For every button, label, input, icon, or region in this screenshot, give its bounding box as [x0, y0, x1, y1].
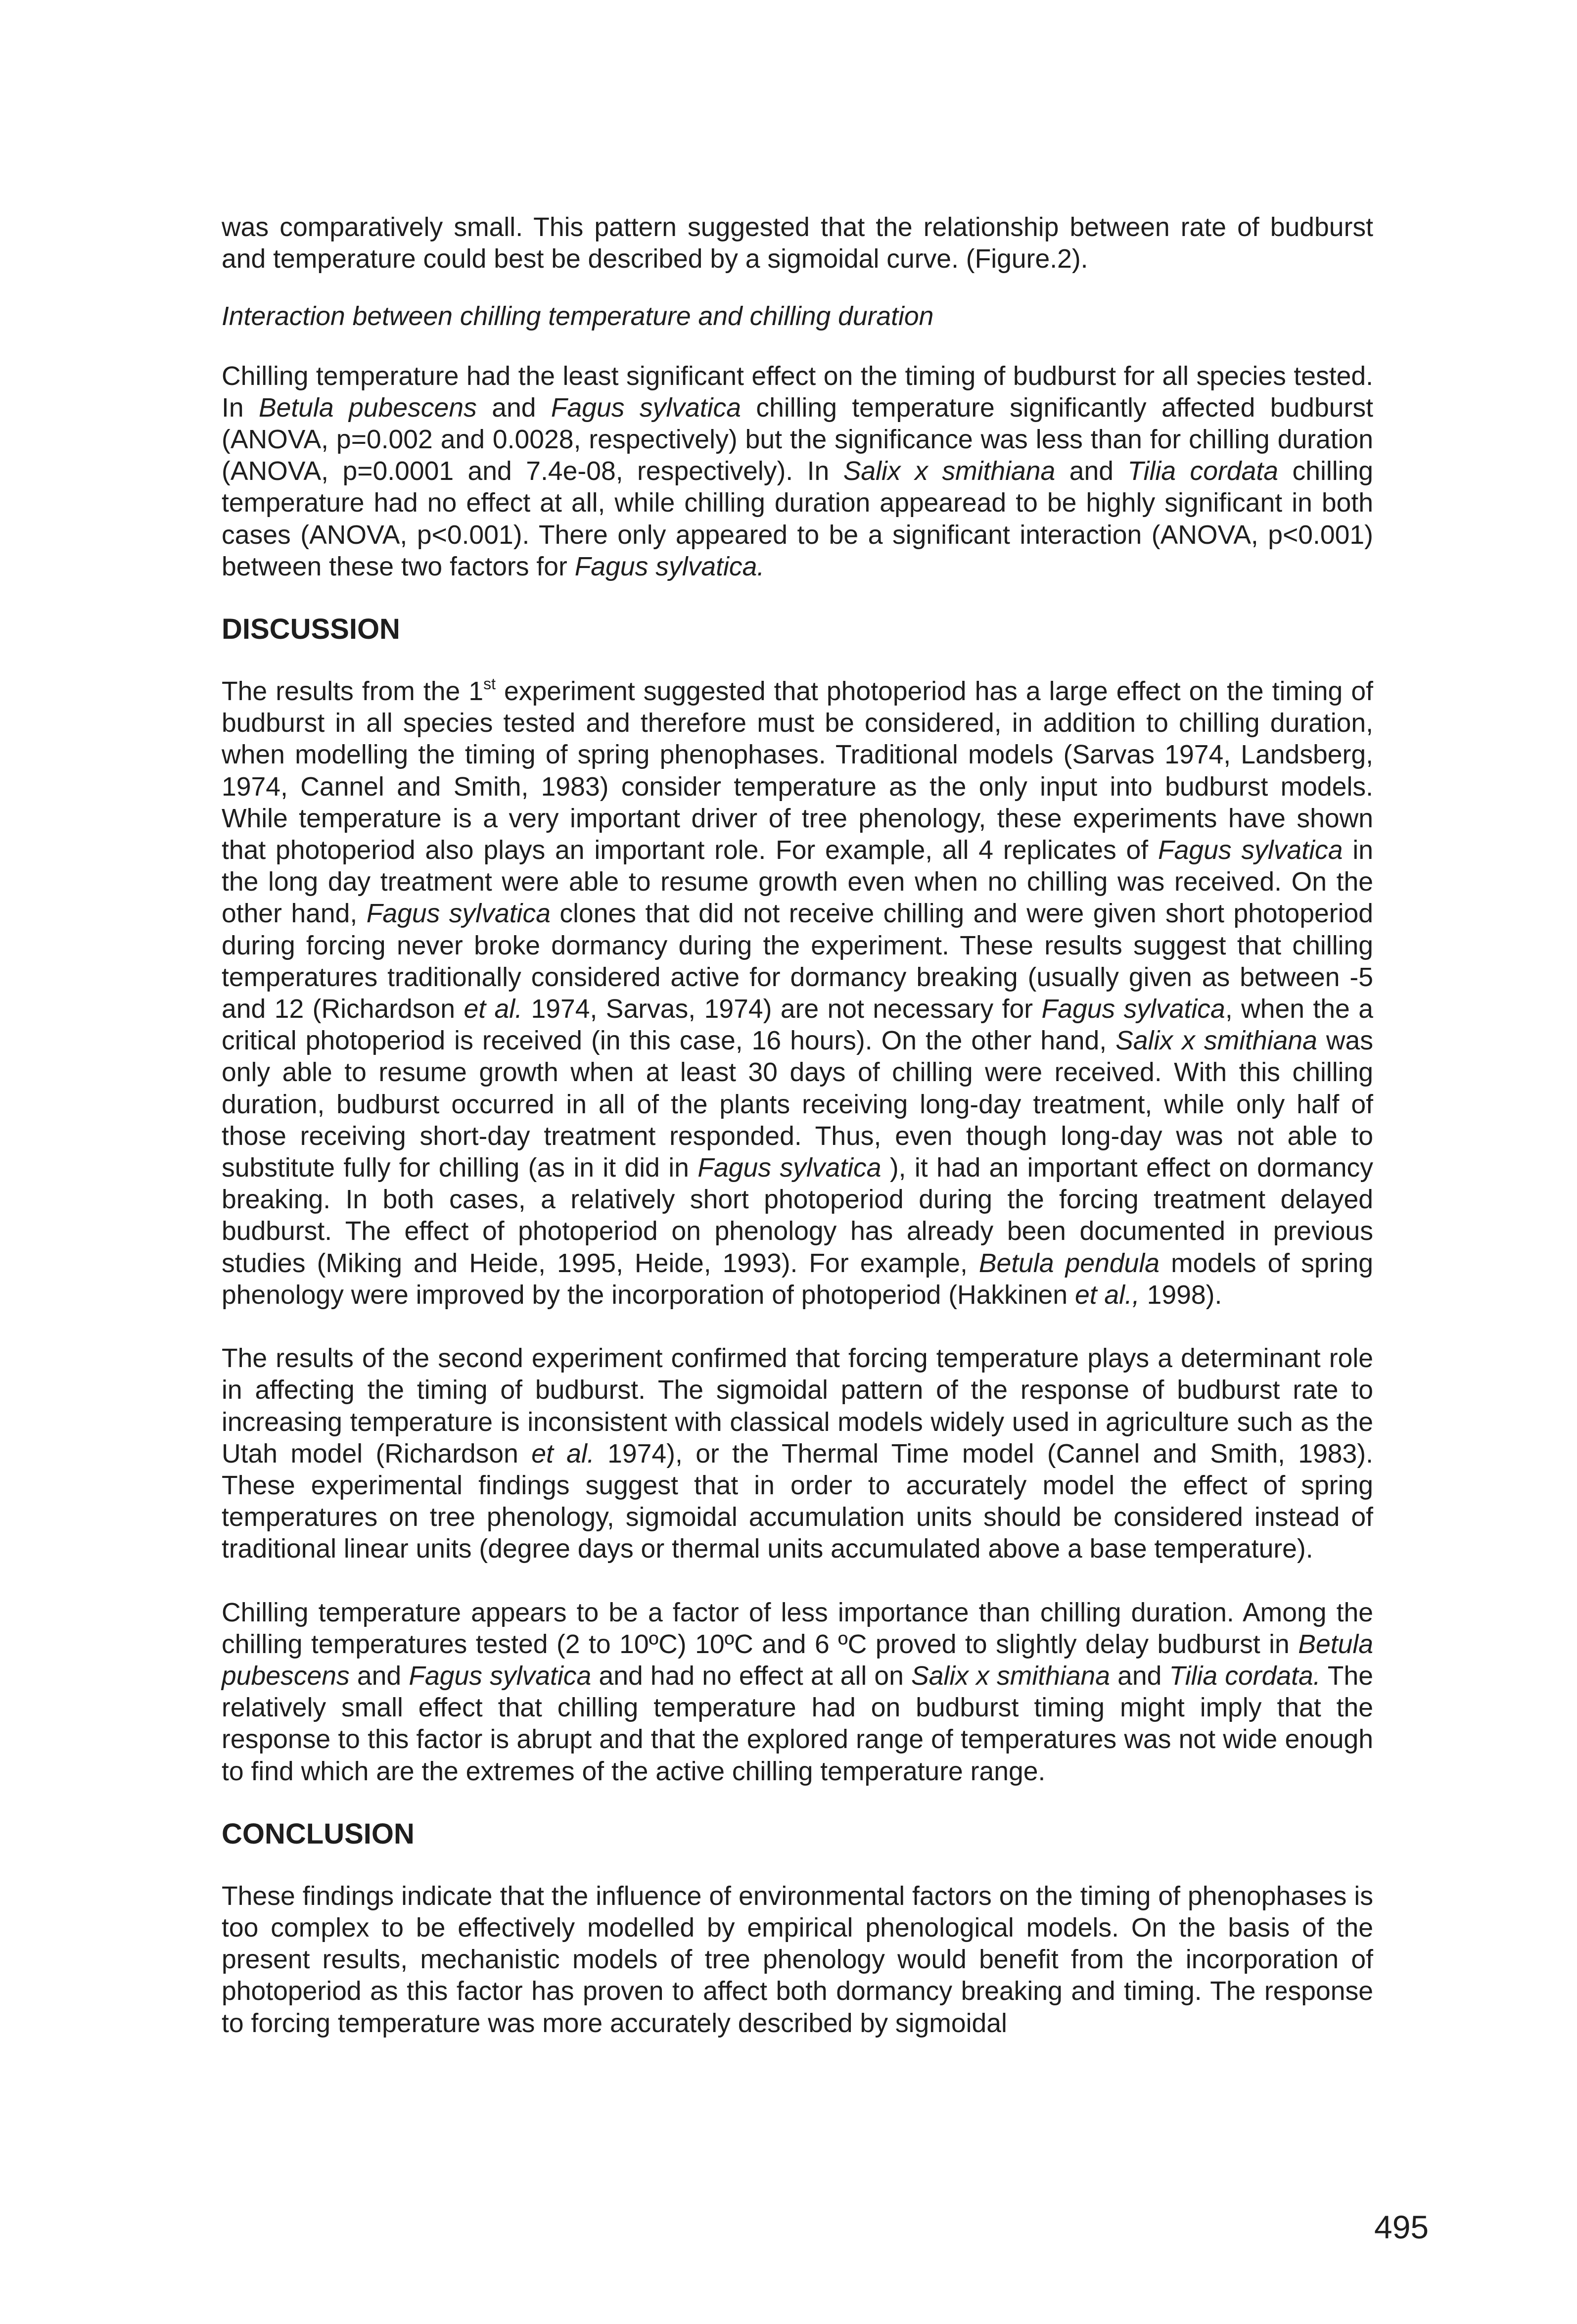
chilling-paragraph [222, 361, 1373, 583]
text-run: Chilling temperature appears to be a factor of less importance than chilling duration. Among the chilling temperatures tested (2 to 10ºC) 10ºC and 6 ºC proved to slightly delay budburst in [222, 1598, 1373, 1659]
text-run: chilling temperature significantly affected budburst (ANOVA, p=0.002 and 0.0028, respectively) but the significance was less than for chilling duration (ANOVA, p=0.0001 and 7.4e-08, respectively). In [222, 393, 1373, 486]
italic-text: Fagus sylvatica [1041, 995, 1225, 1024]
text-run: was only able to resume growth when at least 30 days of chilling were received. With this chilling duration, budburst occurred in all of the plants receiving long-day treatment, while only half of those receiving short-day treatment responded. Thus, even though long-day was not able to substitute fully for chilling (as in it did in [222, 1026, 1373, 1183]
text-run: 1998). [1139, 1280, 1222, 1310]
discussion-paragraph-2 [222, 1343, 1373, 1565]
conclusion-paragraph: These findings indicate that the influence of environmental factors on the timing of phenophases is too complex to be effectively modelled by empirical phenological models. On the basis of the present results, mechanistic models of tree phenology would benefit from the incorporation of photoperiod as this factor has proven to affect both dormancy breaking and timing. The response to forcing temperature was more accurately described by sigmoidal [222, 1881, 1373, 2038]
italic-text: Tilia cordata [1127, 457, 1278, 486]
text-run: and had no effect at all on [591, 1661, 912, 1691]
intro-paragraph: was comparatively small. This pattern suggested that the relationship between rate of budburst and temperature could best be described by a sigmoidal curve. (Figure.2). [222, 213, 1373, 274]
text-run: ), it had an important effect on dormancy breaking. In both cases, a relatively short photoperiod during the forcing treatment delayed budburst. The effect of photoperiod on phenology has already been documented in previous studies (Miking and Heide, 1995, Heide, 1993). For example, [222, 1153, 1373, 1278]
text-run: The relatively small effect that chilling temperature had on budburst timing might imply that the response to this factor is abrupt and that the explored range of temperatures was not wide enough to find which are the extremes of the active chilling temperature range. [222, 1661, 1373, 1786]
page-body [222, 212, 1373, 2039]
italic-text: Betula pubescens [258, 393, 477, 423]
interaction-subheading: Interaction between chilling temperature and chilling duration [222, 302, 934, 332]
italic-text: Tilia cordata. [1169, 1661, 1321, 1691]
italic-text: et al. [464, 995, 523, 1024]
text-run: The results from the 1 [222, 677, 484, 707]
italic-text: Fagus sylvatica [697, 1153, 881, 1183]
discussion-heading: DISCUSSION [222, 613, 400, 646]
text-run: experiment suggested that photoperiod has a large effect on the timing of budburst in all species tested and therefore must be considered, in addition to chilling duration, when modelling the timing of spring phenophases. Traditional models (Sarvas 1974, Landsberg, 1974, Cannel and Smith, 1983) consider temperature as the only input into budburst models. While temperature is a very important driver of tree phenology, these experiments have shown that photoperiod also plays an important role. For example, all 4 replicates of [222, 677, 1373, 865]
italic-text: Fagus sylvatica. [574, 552, 765, 581]
text-run: models of spring phenology were improved by the incorporation of photoperiod (Hakkinen [222, 1248, 1374, 1310]
text-run: chilling temperature had no effect at all, while chilling duration appearead to be highly significant in both cases (ANOVA, p<0.001). There only appeared to be a significant interaction (ANOVA, p<0.001) between these two factors for [222, 457, 1374, 581]
discussion-paragraph-3 [222, 1597, 1373, 1788]
italic-text: Fagus sylvatica [1158, 836, 1343, 865]
text-run: clones that did not receive chilling and were given short photoperiod during forcing never broke dormancy during the experiment. These results suggest that chilling temperatures traditionally considered active for dormancy breaking (usually given as between -5 and 12 (Richardson [222, 899, 1373, 1024]
text-run: and [476, 393, 551, 423]
italic-text: et al. [531, 1439, 595, 1469]
superscript-text: st [483, 675, 496, 693]
italic-text: et al., [1074, 1280, 1140, 1310]
text-run: The results of the second experiment confirmed that forcing temperature plays a determinant role in affecting the timing of budburst. The sigmoidal pattern of the response of budburst rate to increasing temperature is inconsistent with classical models widely used in agriculture such as the Utah model (Richardson [222, 1344, 1373, 1469]
page-number: 495 [1374, 2209, 1429, 2245]
discussion-paragraph-1 [222, 676, 1373, 1311]
text-run: in the long day treatment were able to resume growth even when no chilling was received. On the other hand, [222, 836, 1374, 929]
italic-text: Salix x smithiana [1115, 1026, 1317, 1056]
italic-text: Salix x smithiana [843, 457, 1056, 486]
italic-text: Fagus sylvatica [366, 899, 551, 929]
text-run: and [1110, 1661, 1169, 1691]
italic-text: Betula pendula [978, 1248, 1160, 1278]
text-run: and [349, 1661, 409, 1691]
italic-text: Salix x smithiana [911, 1661, 1110, 1691]
text-run: 1974, Sarvas, 1974) are not necessary for [522, 995, 1042, 1024]
italic-text: Fagus sylvatica [551, 393, 742, 423]
text-run: and [1055, 457, 1128, 486]
italic-text: Fagus sylvatica [409, 1661, 592, 1691]
conclusion-heading: CONCLUSION [222, 1817, 415, 1850]
text-run: 1974), or the Thermal Time model (Cannel and Smith, 1983). These experimental findings suggest that in order to accurately model the effect of spring temperatures on tree phenology, sigmoidal accumulation units should be considered instead of traditional linear units (degree days or thermal units accumulated above a base temperature). [222, 1439, 1373, 1564]
italic-text: Betula pubescens [222, 1629, 1373, 1691]
text-run: Chilling temperature had the least significant effect on the timing of budburst for all species tested. In [222, 361, 1373, 423]
text-run: , when the a critical photoperiod is received (in this case, 16 hours). On the other hand, [222, 995, 1373, 1056]
